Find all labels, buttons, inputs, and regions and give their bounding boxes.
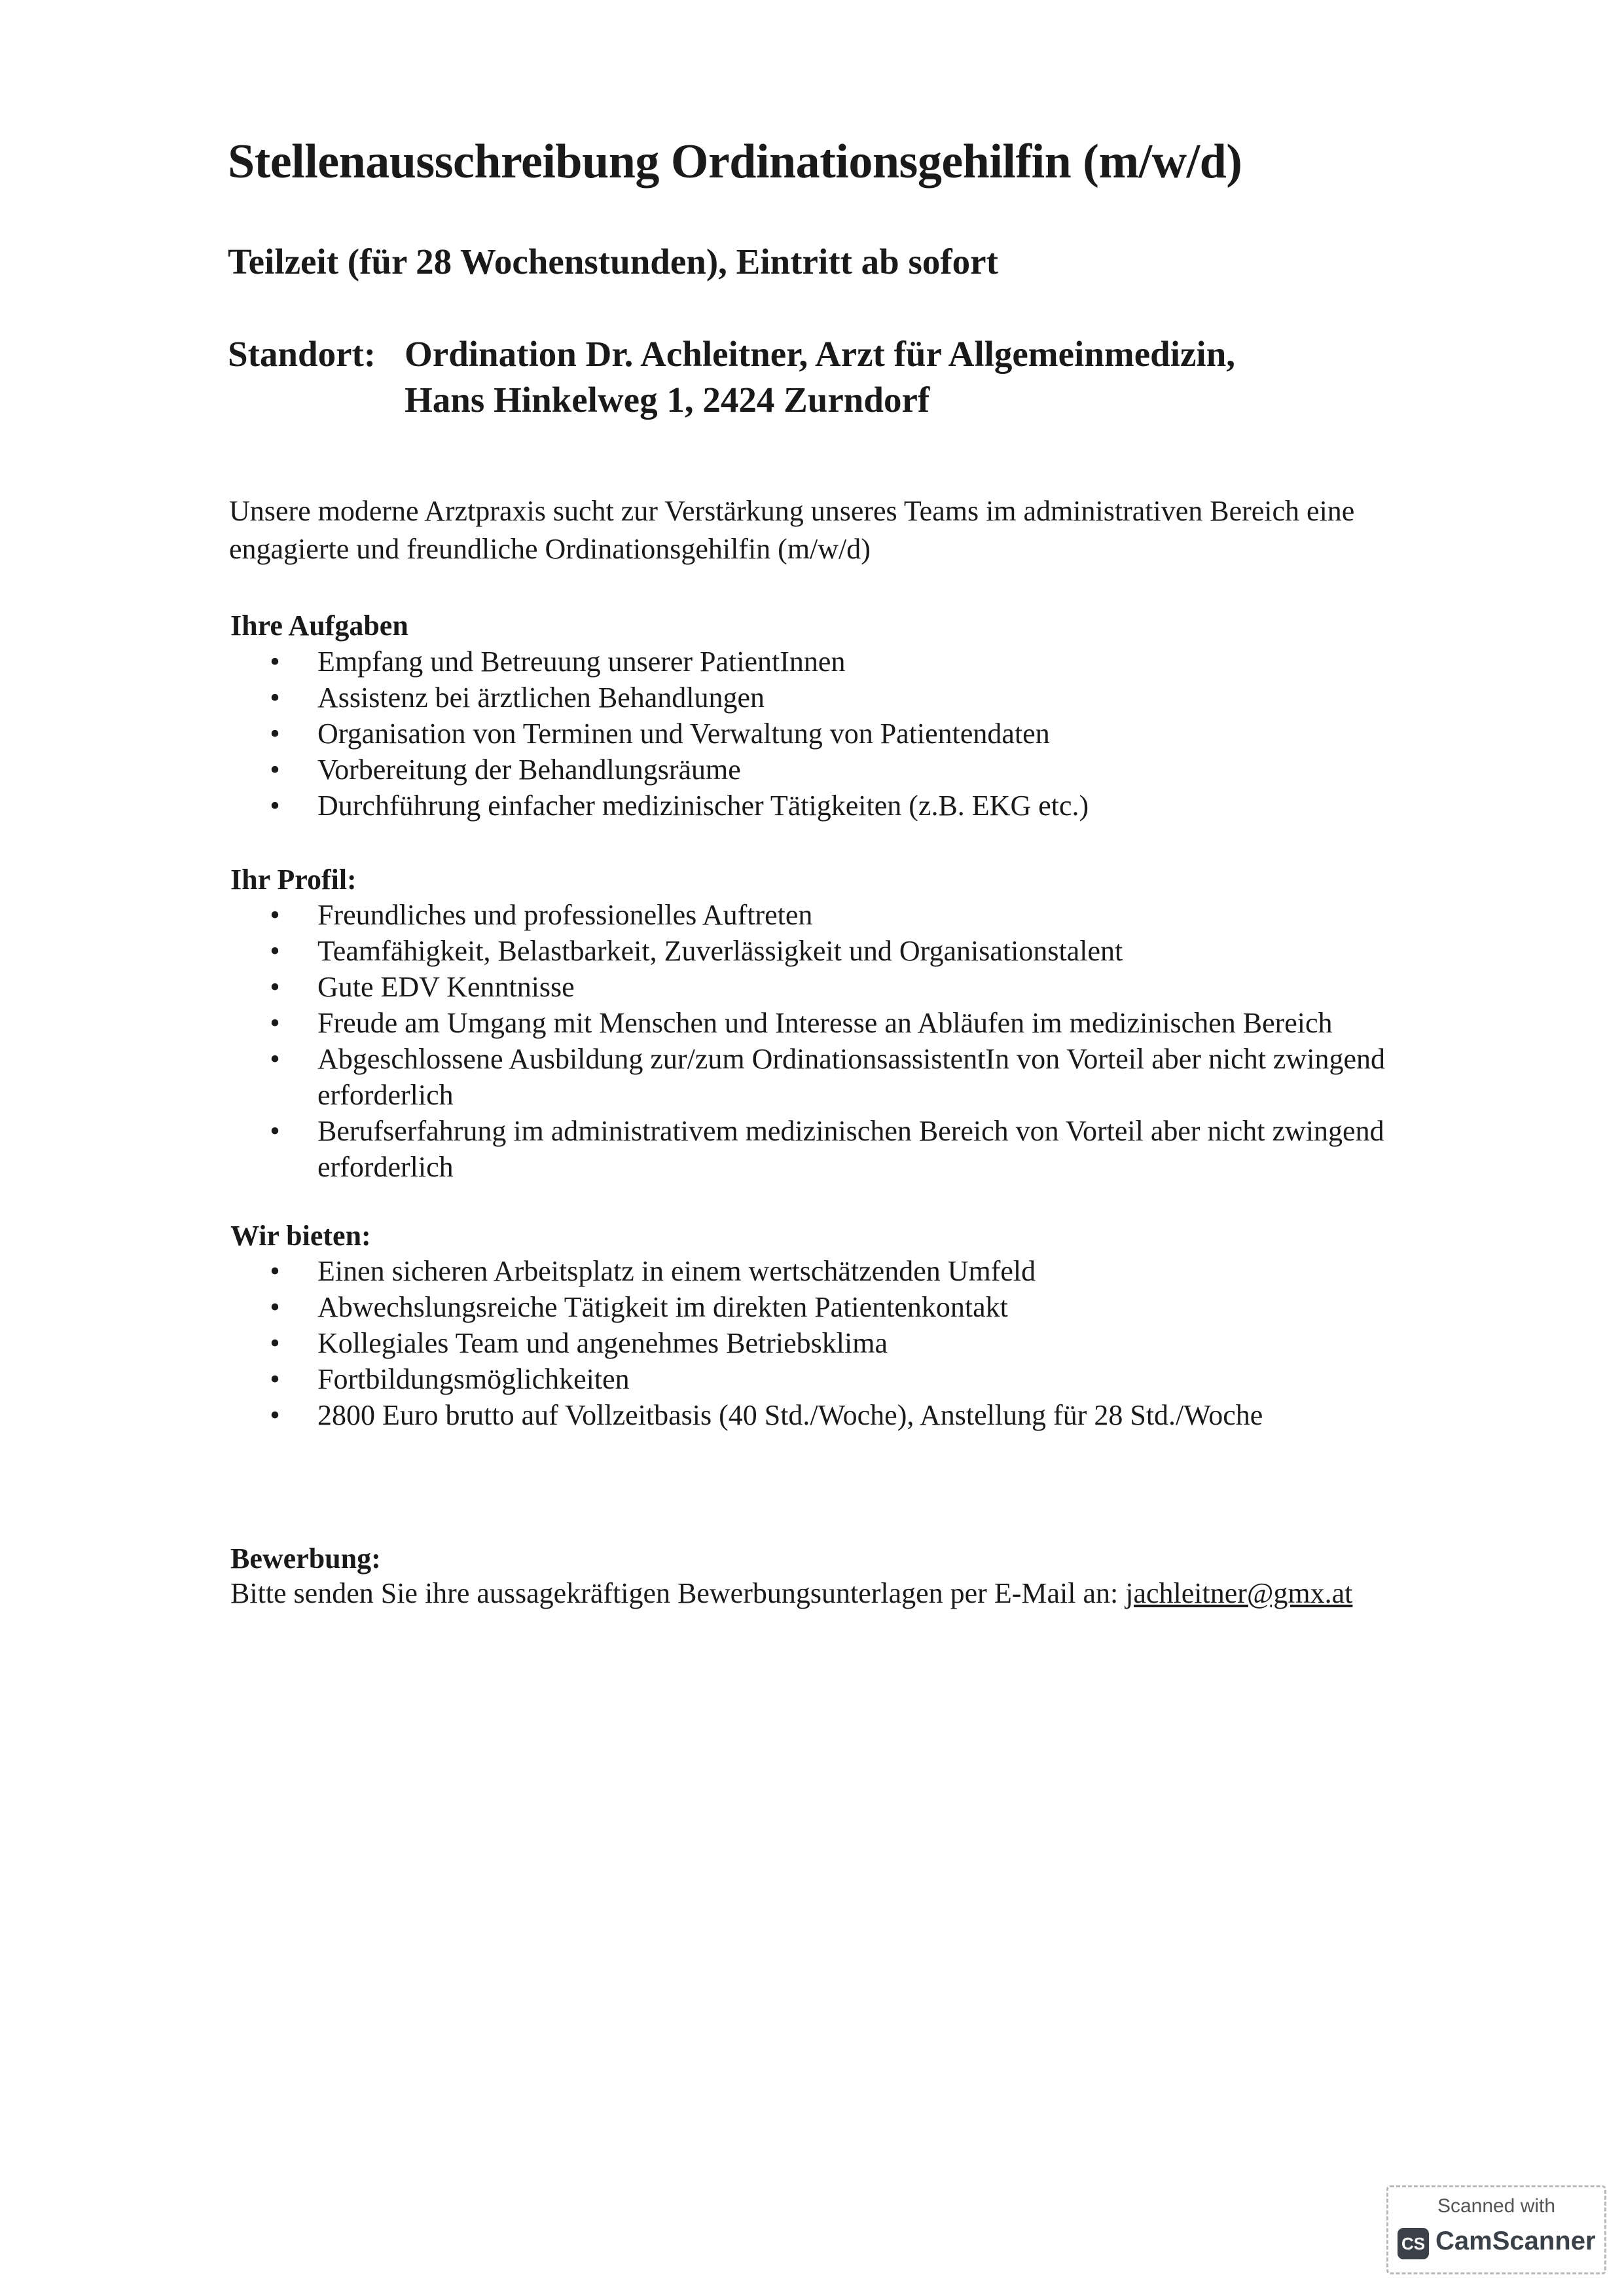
bullet-icon: •	[270, 1255, 280, 1287]
bullet-icon: •	[270, 1327, 280, 1359]
camscanner-logo-icon: CS	[1398, 2228, 1429, 2259]
list-item-text: Fortbildungsmöglichkeiten	[317, 1363, 630, 1395]
list-item-text: Teamfähigkeit, Belastbarkeit, Zuverlässigkeit und Organisationstalent	[317, 935, 1123, 967]
document-subtitle: Teilzeit (für 28 Wochenstunden), Eintritt ab sofort	[228, 242, 998, 282]
list-item	[265, 752, 1463, 788]
list-item	[265, 1397, 1463, 1433]
list-item-text: Abgeschlossene Ausbildung zur/zum OrdinationsassistentIn von Vorteil aber nicht zwingend erforderlich	[317, 1043, 1385, 1111]
list-item	[265, 1361, 1463, 1397]
location-line-2: Hans Hinkelweg 1, 2424 Zurndorf	[405, 380, 930, 420]
section-heading-aufgaben: Ihre Aufgaben	[230, 610, 408, 642]
watermark-scanned-with: Scanned with	[1437, 2195, 1556, 2217]
watermark-app-name: CamScanner	[1435, 2227, 1596, 2255]
section-heading-profil: Ihr Profil:	[230, 864, 357, 896]
list-item-text: Assistenz bei ärztlichen Behandlungen	[317, 682, 765, 714]
bullet-list-aufgaben	[265, 644, 1463, 824]
list-item-text: Kollegiales Team und angenehmes Betriebsklima	[317, 1327, 888, 1359]
bullet-icon: •	[270, 1291, 280, 1323]
bullet-icon: •	[270, 935, 280, 967]
list-item-text: Freundliches und professionelles Auftreten	[317, 899, 813, 931]
list-item-text: Freude am Umgang mit Menschen und Interesse an Abläufen im medizinischen Bereich	[317, 1007, 1333, 1039]
bullet-icon: •	[270, 1115, 280, 1147]
list-item	[265, 788, 1463, 824]
list-item-text: Einen sicheren Arbeitsplatz in einem wertschätzenden Umfeld	[317, 1255, 1036, 1287]
bullet-icon: •	[270, 1363, 280, 1395]
list-item	[265, 897, 1463, 933]
list-item-text: Berufserfahrung im administrativem medizinischen Bereich von Vorteil aber nicht zwingend erforderlich	[317, 1115, 1384, 1183]
bullet-icon: •	[270, 754, 280, 786]
bullet-icon: •	[270, 1007, 280, 1039]
bullet-icon: •	[270, 1399, 280, 1431]
bullet-list-profil	[265, 897, 1463, 1185]
bullet-icon: •	[270, 718, 280, 750]
bullet-icon: •	[270, 971, 280, 1003]
section-heading-wir-bieten: Wir bieten:	[230, 1220, 371, 1252]
bullet-list-wir-bieten	[265, 1253, 1463, 1433]
bullet-icon: •	[270, 646, 280, 678]
application-heading: Bewerbung:	[230, 1542, 381, 1575]
camscanner-watermark	[1386, 2185, 1606, 2274]
list-item-text: Durchführung einfacher medizinischer Tätigkeiten (z.B. EKG etc.)	[317, 790, 1089, 822]
list-item-text: 2800 Euro brutto auf Vollzeitbasis (40 Std./Woche), Anstellung für 28 Std./Woche	[317, 1399, 1263, 1431]
bullet-icon: •	[270, 682, 280, 714]
bullet-icon: •	[270, 899, 280, 931]
list-item-text: Gute EDV Kenntnisse	[317, 971, 575, 1003]
application-email-link[interactable]: jachleitner@gmx.at	[1125, 1577, 1353, 1609]
bullet-icon: •	[270, 1043, 280, 1075]
list-item	[265, 644, 1463, 680]
list-item	[265, 680, 1463, 716]
list-item	[265, 969, 1463, 1005]
list-item-text: Organisation von Terminen und Verwaltung von Patientendaten	[317, 718, 1050, 750]
bullet-icon: •	[270, 790, 280, 822]
list-item	[265, 1113, 1463, 1185]
list-item	[265, 1253, 1463, 1289]
application-text: Bitte senden Sie ihre aussagekräftigen Bewerbungsunterlagen per E-Mail an:	[230, 1577, 1119, 1609]
intro-paragraph: Unsere moderne Arztpraxis sucht zur Verstärkung unseres Teams im administrativen Bereich eine engagierte und freundliche Ordinationsgehilfin (m/w/d)	[229, 495, 1355, 565]
list-item	[265, 1289, 1463, 1325]
list-item	[265, 716, 1463, 752]
list-item-text: Abwechslungsreiche Tätigkeit im direkten Patientenkontakt	[317, 1291, 1008, 1323]
list-item	[265, 933, 1463, 969]
list-item-text: Vorbereitung der Behandlungsräume	[317, 754, 741, 786]
application-line	[230, 1576, 1352, 1610]
location-label: Standort:	[228, 334, 376, 374]
location-line-1: Ordination Dr. Achleitner, Arzt für Allgemeinmedizin,	[405, 334, 1236, 374]
list-item	[265, 1325, 1463, 1361]
list-item-text: Empfang und Betreuung unserer PatientInnen	[317, 646, 846, 678]
document-title: Stellenausschreibung Ordinationsgehilfin (m/w/d)	[228, 135, 1242, 189]
list-item	[265, 1005, 1463, 1041]
list-item	[265, 1041, 1463, 1113]
